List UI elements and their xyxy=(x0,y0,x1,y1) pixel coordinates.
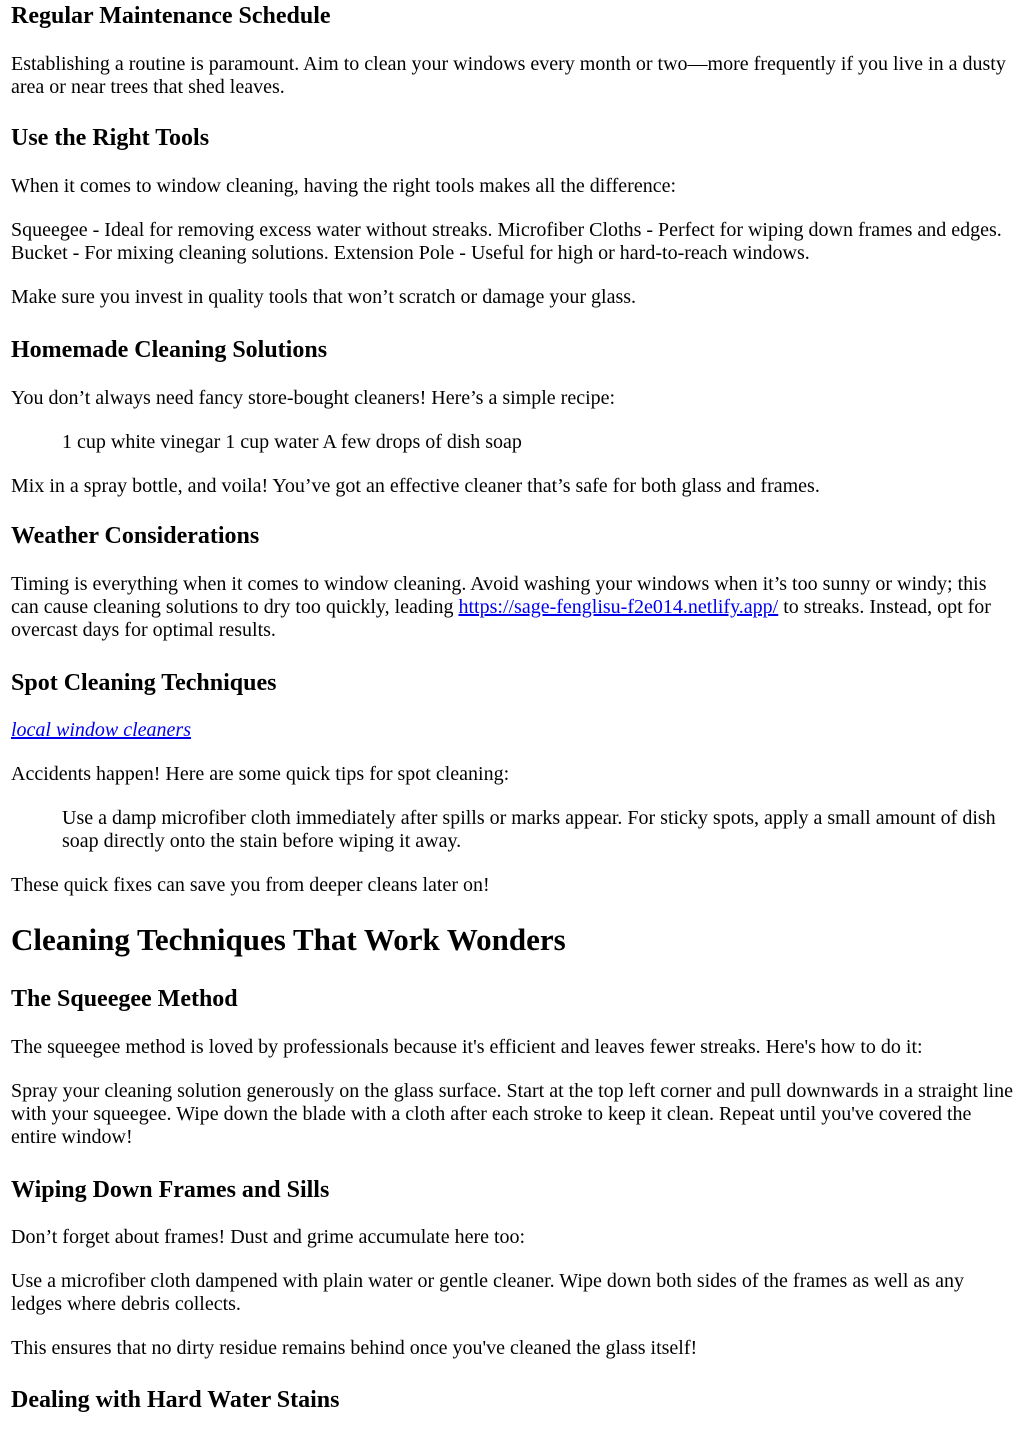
paragraph-homemade-mix: Mix in a spray bottle, and voila! You’ve got an effective cleaner that’s safe for both glass and frames. xyxy=(11,475,820,497)
heading-weather: Weather Considerations xyxy=(11,523,260,549)
heading-spot: Spot Cleaning Techniques xyxy=(11,670,277,696)
sage-link[interactable]: https://sage-fenglisu-f2e014.netlify.app/ xyxy=(458,596,779,618)
paragraph-tools-list: Squeegee - Ideal for removing excess water without streaks. Microfiber Cloths - Perfect for wiping down frames and edges. Bucket - For mixing cleaning solutions. Extension Pole - Useful for high or hard-to-reach windows. xyxy=(11,219,1002,264)
local-window-cleaners-link[interactable]: local window cleaners xyxy=(11,719,191,741)
blockquote-spot-tips: Use a damp microfiber cloth immediately after spills or marks appear. For sticky spots, apply a small amount of dish soap directly onto the stain before wiping it away. xyxy=(62,807,996,852)
paragraph-spot-fixes: These quick fixes can save you from deeper cleans later on! xyxy=(11,874,490,896)
heading-techniques: Cleaning Techniques That Work Wonders xyxy=(11,922,566,957)
heading-frames: Wiping Down Frames and Sills xyxy=(11,1177,330,1203)
paragraph-spot-link xyxy=(11,719,1013,742)
paragraph-squeegee-steps: Spray your cleaning solution generously on the glass surface. Start at the top left corner and pull downwards in a straight line with your squeegee. Wipe down the blade with a cloth after each stroke to keep it clean. Repeat until you've covered the entire window! xyxy=(11,1080,1013,1148)
heading-maintenance: Regular Maintenance Schedule xyxy=(11,3,331,29)
heading-hard-water: Dealing with Hard Water Stains xyxy=(11,1387,340,1413)
heading-homemade: Homemade Cleaning Solutions xyxy=(11,337,328,363)
paragraph-maintenance: Establishing a routine is paramount. Aim to clean your windows every month or two—more frequently if you live in a dusty area or near trees that shed leaves. xyxy=(11,53,1006,98)
paragraph-tools-quality: Make sure you invest in quality tools that won’t scratch or damage your glass. xyxy=(11,286,637,308)
weather-text-before: Timing is everything when it comes to window cleaning. Avoid washing your windows when it’s too sunny or windy; this can cause cleaning solutions to dry too quickly, leading xyxy=(11,573,987,618)
paragraph-homemade-intro: You don’t always need fancy store-bought cleaners! Here’s a simple recipe: xyxy=(11,387,616,409)
heading-squeegee: The Squeegee Method xyxy=(11,986,238,1012)
heading-tools: Use the Right Tools xyxy=(11,125,210,151)
paragraph-spot-intro: Accidents happen! Here are some quick tips for spot cleaning: xyxy=(11,763,510,785)
paragraph-squeegee-intro: The squeegee method is loved by professionals because it's efficient and leaves fewer streaks. Here's how to do it: xyxy=(11,1036,923,1058)
paragraph-weather xyxy=(11,573,1013,642)
paragraph-frames-intro: Don’t forget about frames! Dust and grime accumulate here too: xyxy=(11,1226,526,1248)
weather-text-after: to streaks. Instead, opt for overcast days for optimal results. xyxy=(11,596,991,641)
paragraph-tools-intro: When it comes to window cleaning, having the right tools makes all the difference: xyxy=(11,175,676,197)
blockquote-recipe: 1 cup white vinegar 1 cup water A few drops of dish soap xyxy=(62,431,522,453)
paragraph-frames-result: This ensures that no dirty residue remains behind once you've cleaned the glass itself! xyxy=(11,1337,698,1359)
paragraph-frames-steps: Use a microfiber cloth dampened with plain water or gentle cleaner. Wipe down both sides of the frames as well as any ledges where debris collects. xyxy=(11,1270,964,1315)
